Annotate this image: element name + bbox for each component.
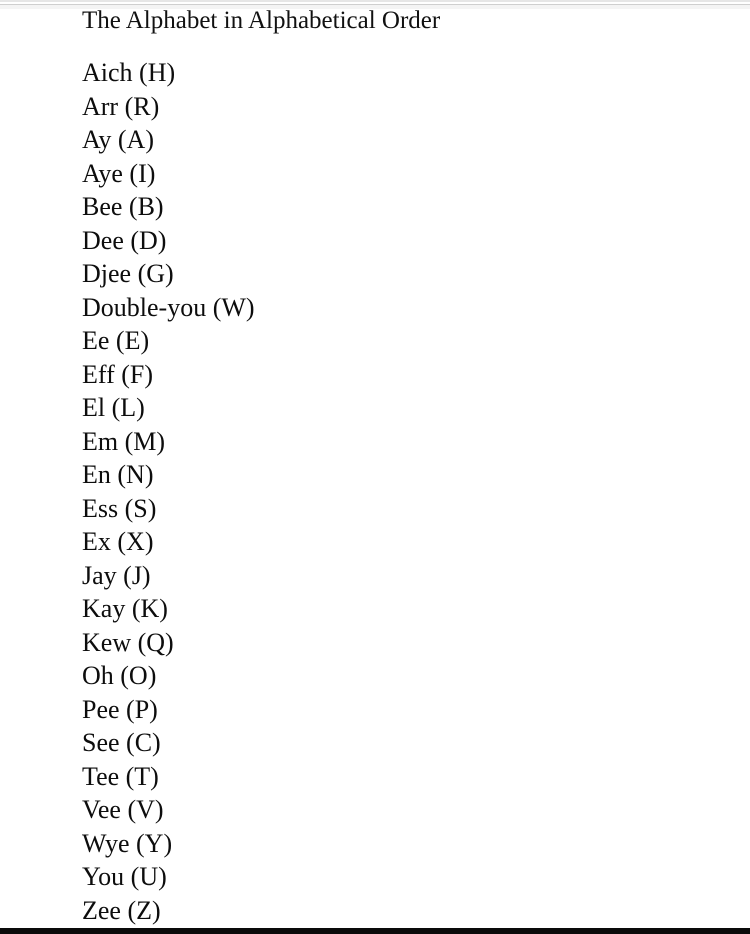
letter-entry: Aye (I) [82,158,156,188]
letter-entry: Zee (Z) [82,895,161,925]
letter-entry: Kay (K) [82,594,168,623]
letter-entry: Em (M) [82,426,166,456]
letter-entry: Ex (X) [82,527,154,556]
letter-entry: Pee (P) [82,694,158,724]
letter-entry: Kew (Q) [82,627,174,657]
letter-list [82,56,255,927]
letter-entry: Ee (E) [82,326,150,355]
page-title: The Alphabet in Alphabetical Order [82,7,441,34]
letter-entry: En (N) [82,460,154,489]
letter-entry: You (U) [82,862,167,891]
letter-entry: El (L) [82,393,145,422]
letter-entry: Ess (S) [82,493,157,523]
letter-entry: Eff (F) [82,359,154,389]
letter-entry: Aich (H) [82,58,176,87]
letter-entry: Vee (V) [82,795,164,824]
letter-entry: Jay (J) [82,560,151,590]
letter-entry: Arr (R) [82,91,160,121]
letter-entry: Dee (D) [82,225,167,255]
letter-entry: Oh (O) [82,661,157,690]
letter-entry: Ay (A) [82,125,154,154]
letter-entry: See (C) [82,728,161,757]
letter-entry: Tee (T) [82,761,159,791]
bottom-border [0,928,750,934]
letter-entry: Bee (B) [82,192,164,221]
letter-entry: Djee (G) [82,259,174,288]
letter-entry: Double-you (W) [82,292,255,322]
letter-entry: Wye (Y) [82,828,173,858]
